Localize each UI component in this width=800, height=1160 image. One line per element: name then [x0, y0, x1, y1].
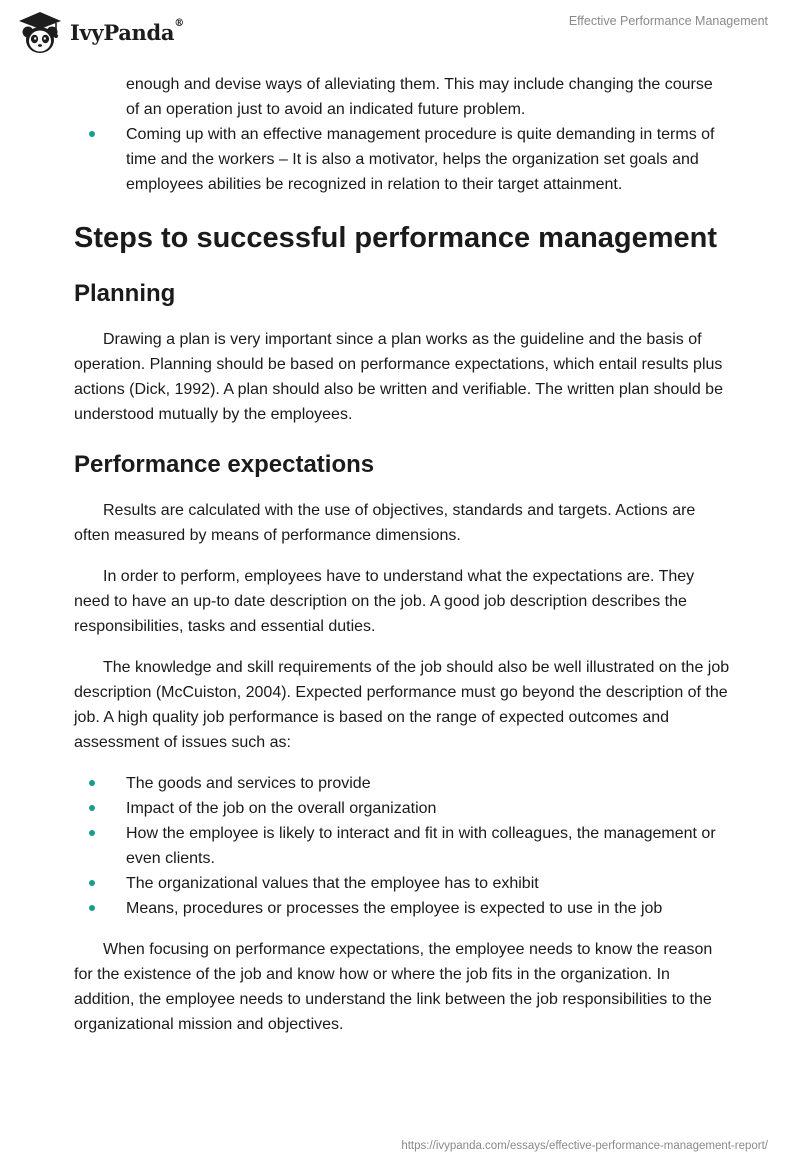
- brand-logo[interactable]: [16, 8, 184, 56]
- paragraph: The knowledge and skill requirements of the job should also be well illustrated on the job description (McCuiston, 2004). Expected performance must go beyond the description of the job. A high quality job performance is based on the range of expected outcomes and assessment of issues such as:: [74, 659, 730, 751]
- bullet-icon: [89, 131, 95, 137]
- list-item: enough and devise ways of alleviating them. This may include changing the course of an operation just to avoid an indicated future problem.: [126, 76, 713, 118]
- subheading-performance-expectations: Performance expectations: [74, 451, 375, 478]
- list-item: How the employee is likely to interact and fit in with colleagues, the management or even clients.: [74, 821, 730, 871]
- source-url[interactable]: https://ivypanda.com/essays/effective-performance-management-report/: [401, 1140, 768, 1152]
- section-heading-steps: Steps to successful performance management: [74, 222, 718, 254]
- document-title: Effective Performance Management: [568, 14, 768, 28]
- brand-name: IvyPanda®: [70, 17, 184, 45]
- expectations-bullet-list: [74, 771, 730, 921]
- intro-bullet-list: [74, 72, 730, 197]
- bullet-icon: [89, 905, 95, 911]
- bullet-icon: [89, 830, 95, 836]
- paragraph: Results are calculated with the use of objectives, standards and targets. Actions are often measured by means of performance dimensions.: [74, 502, 696, 544]
- paragraph-planning: Drawing a plan is very important since a plan works as the guideline and the basis of operation. Planning should be based on performance expectations, which entail results plus actions (Dick, 1992). A plan should also be written and verifiable. The written plan should be understood mutually by the employees.: [74, 331, 723, 423]
- paragraph-closing: When focusing on performance expectations, the employee needs to know the reason for the existence of the job and know how or where the job fits in the organization. In addition, the employee needs to understand the link between the job responsibilities to the organizational mission and objectives.: [74, 941, 713, 1033]
- list-item: Impact of the job on the overall organization: [74, 796, 730, 821]
- list-item: The organizational values that the employee has to exhibit: [74, 871, 730, 896]
- paragraph: In order to perform, employees have to understand what the expectations are. They need to have an up-to date description on the job. A good job description describes the responsibilities, tasks and essential duties.: [74, 568, 695, 635]
- list-item: The goods and services to provide: [74, 771, 730, 796]
- bullet-icon: [89, 880, 95, 886]
- article-body: [74, 70, 730, 1037]
- subheading-planning: Planning: [74, 280, 176, 307]
- panda-graduate-icon: [16, 8, 64, 56]
- bullet-icon: [89, 805, 95, 811]
- list-item: Coming up with an effective management procedure is quite demanding in terms of time and the workers – It is also a motivator, helps the organization set goals and employees abilities be recognized in relation to their target attainment.: [74, 122, 730, 197]
- list-item: Means, procedures or processes the employee is expected to use in the job: [74, 896, 730, 921]
- bullet-icon: [89, 780, 95, 786]
